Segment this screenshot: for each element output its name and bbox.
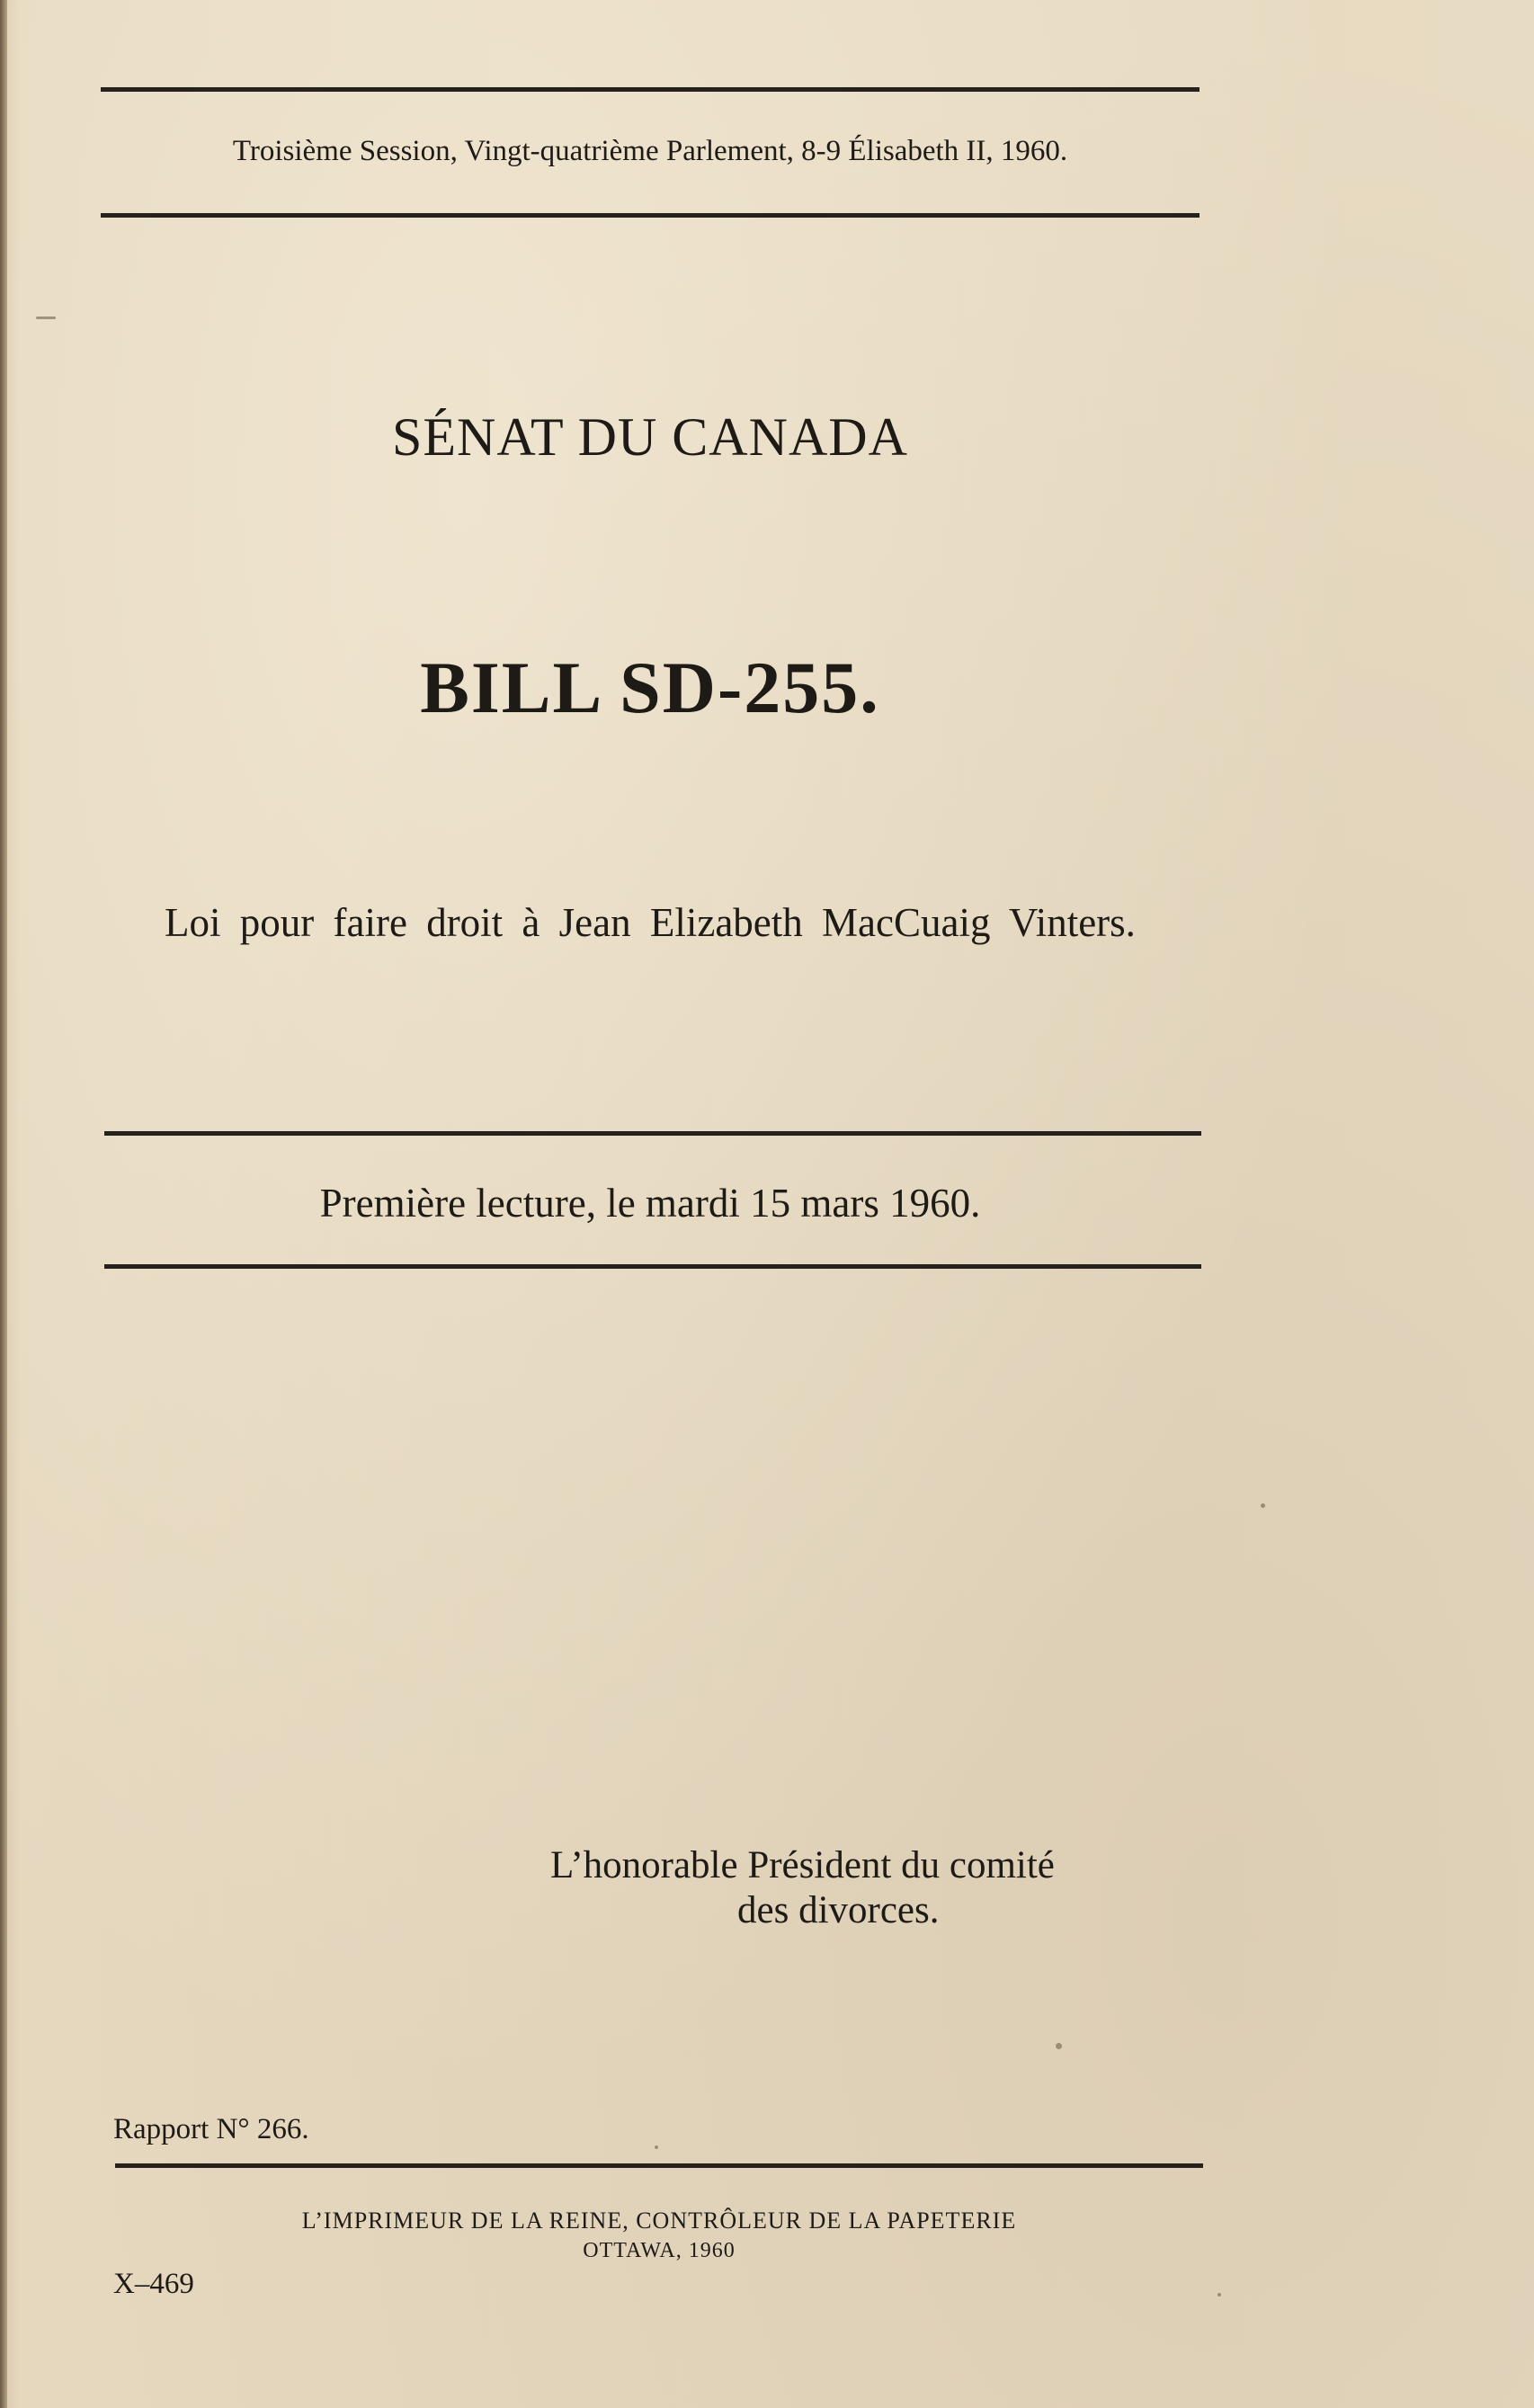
- paper-speck: [36, 317, 56, 319]
- presenter-line-2: des divorces.: [737, 1889, 940, 1931]
- document-code: X–469: [113, 2268, 194, 2300]
- printer-line-2: OTTAWA, 1960: [583, 2239, 736, 2262]
- header-rule-top: [101, 87, 1200, 92]
- paper-speck: [655, 2145, 658, 2149]
- paper-speck: [1261, 1503, 1265, 1508]
- presenter-line-1: L’honorable Président du comité: [550, 1844, 1055, 1886]
- paper-speck: [1056, 2043, 1062, 2049]
- bill-number: BILL SD-255.: [420, 647, 880, 728]
- first-reading-line: Première lecture, le mardi 15 mars 1960.: [319, 1181, 981, 1226]
- footer-rule: [115, 2163, 1203, 2168]
- session-line: Troisième Session, Vingt-quatrième Parlement, 8-9 Élisabeth II, 1960.: [232, 135, 1068, 167]
- chamber-title: SÉNAT DU CANADA: [392, 407, 908, 467]
- printer-line-1: L’IMPRIMEUR DE LA REINE, CONTRÔLEUR DE LA PAPETERIE: [301, 2207, 1017, 2234]
- paper-speck: [1217, 2293, 1221, 2297]
- report-number: Rapport N° 266.: [113, 2113, 309, 2145]
- reading-rule-bottom: [104, 1264, 1201, 1269]
- header-rule-bottom: [101, 213, 1200, 218]
- bill-description: Loi pour faire droit à Jean Elizabeth MacCuaig Vinters.: [165, 900, 1136, 945]
- reading-rule-top: [104, 1131, 1201, 1136]
